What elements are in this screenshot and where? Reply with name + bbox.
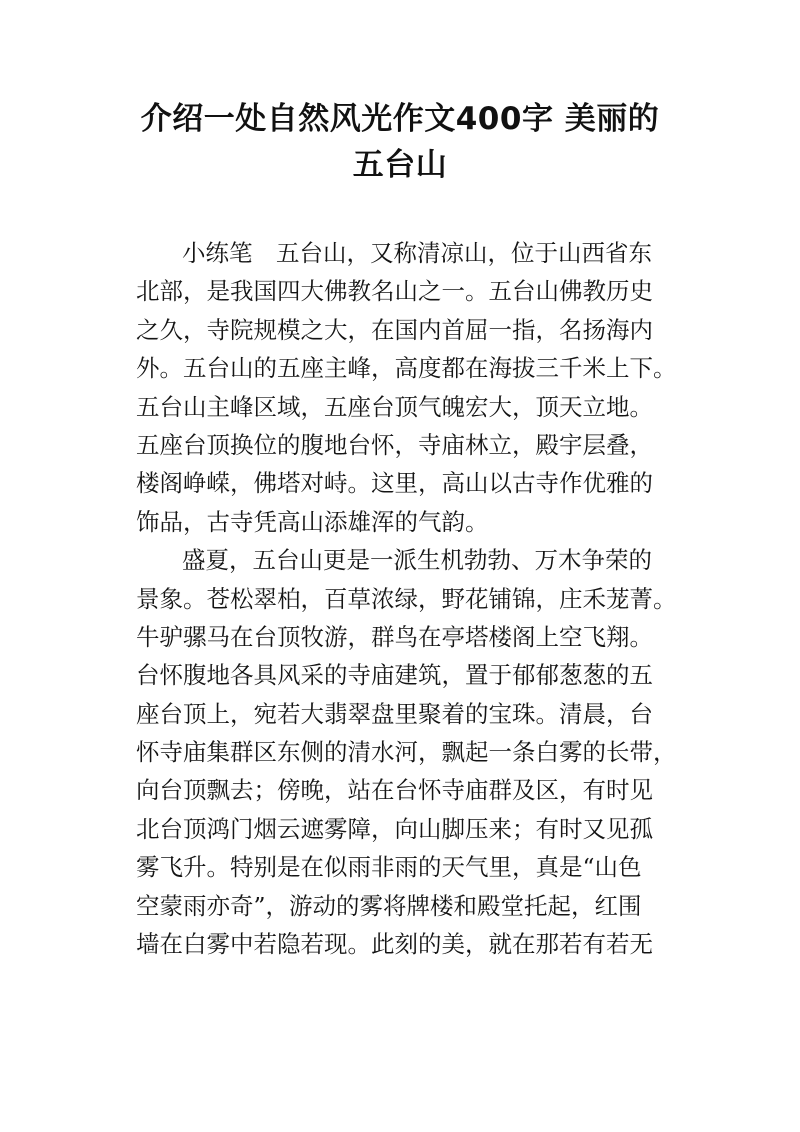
title-line-2: 五台山 — [352, 147, 448, 183]
paragraph-1 — [136, 234, 676, 541]
text-line: 北台顶鸿门烟云遮雾障，向山脚压来；有时又见孤 — [136, 814, 653, 843]
title-line-1: 介绍一处自然风光作文400字 美丽的 — [140, 101, 660, 137]
text-line: 台怀腹地各具风采的寺庙建筑，置于郁郁葱葱的五 — [136, 661, 653, 690]
text-line: 之久，寺院规模之大，在国内首屈一指，名扬海内 — [136, 315, 653, 344]
text-line: 五台山主峰区域，五座台顶气魄宏大，顶天立地。 — [136, 392, 653, 421]
document-body — [136, 234, 676, 963]
text-line: 盛夏，五台山更是一派生机勃勃、万木争荣的 — [182, 546, 652, 575]
text-line: 景象。苍松翠柏，百草浓绿，野花铺锦，庄禾茏菁。 — [136, 584, 677, 613]
text-line: 饰品，古寺凭高山添雄浑的气韵。 — [136, 507, 489, 536]
text-line: 五座台顶换位的腹地台怀，寺庙林立，殿宇层叠， — [136, 430, 653, 459]
text-line: 墙在白雾中若隐若现。此刻的美，就在那若有若无 — [136, 930, 653, 959]
text-line: 向台顶飘去；傍晚，站在台怀寺庙群及区，有时见 — [136, 776, 653, 805]
document-title — [60, 96, 740, 188]
text-line: 楼阁峥嵘，佛塔对峙。这里，高山以古寺作优雅的 — [136, 469, 653, 498]
paragraph-2 — [136, 541, 676, 963]
text-line: 牛驴骡马在台顶牧游，群鸟在亭塔楼阁上空飞翔。 — [136, 622, 653, 651]
text-line: 外。五台山的五座主峰，高度都在海拔三千米上下。 — [136, 354, 677, 383]
text-line: 小练笔 五台山，又称清凉山，位于山西省东 — [182, 239, 652, 267]
text-line: 座台顶上，宛若大翡翠盘里聚着的宝珠。清晨，台 — [136, 699, 653, 728]
text-line: 北部，是我国四大佛教名山之一。五台山佛教历史 — [136, 277, 653, 306]
text-line: 怀寺庙集群区东侧的清水河，飘起一条白雾的长带， — [136, 738, 677, 767]
text-line: 空蒙雨亦奇”，游动的雾将牌楼和殿堂托起，红围 — [136, 891, 642, 920]
text-line: 雾飞升。特别是在似雨非雨的天气里，真是“山色 — [136, 853, 642, 882]
